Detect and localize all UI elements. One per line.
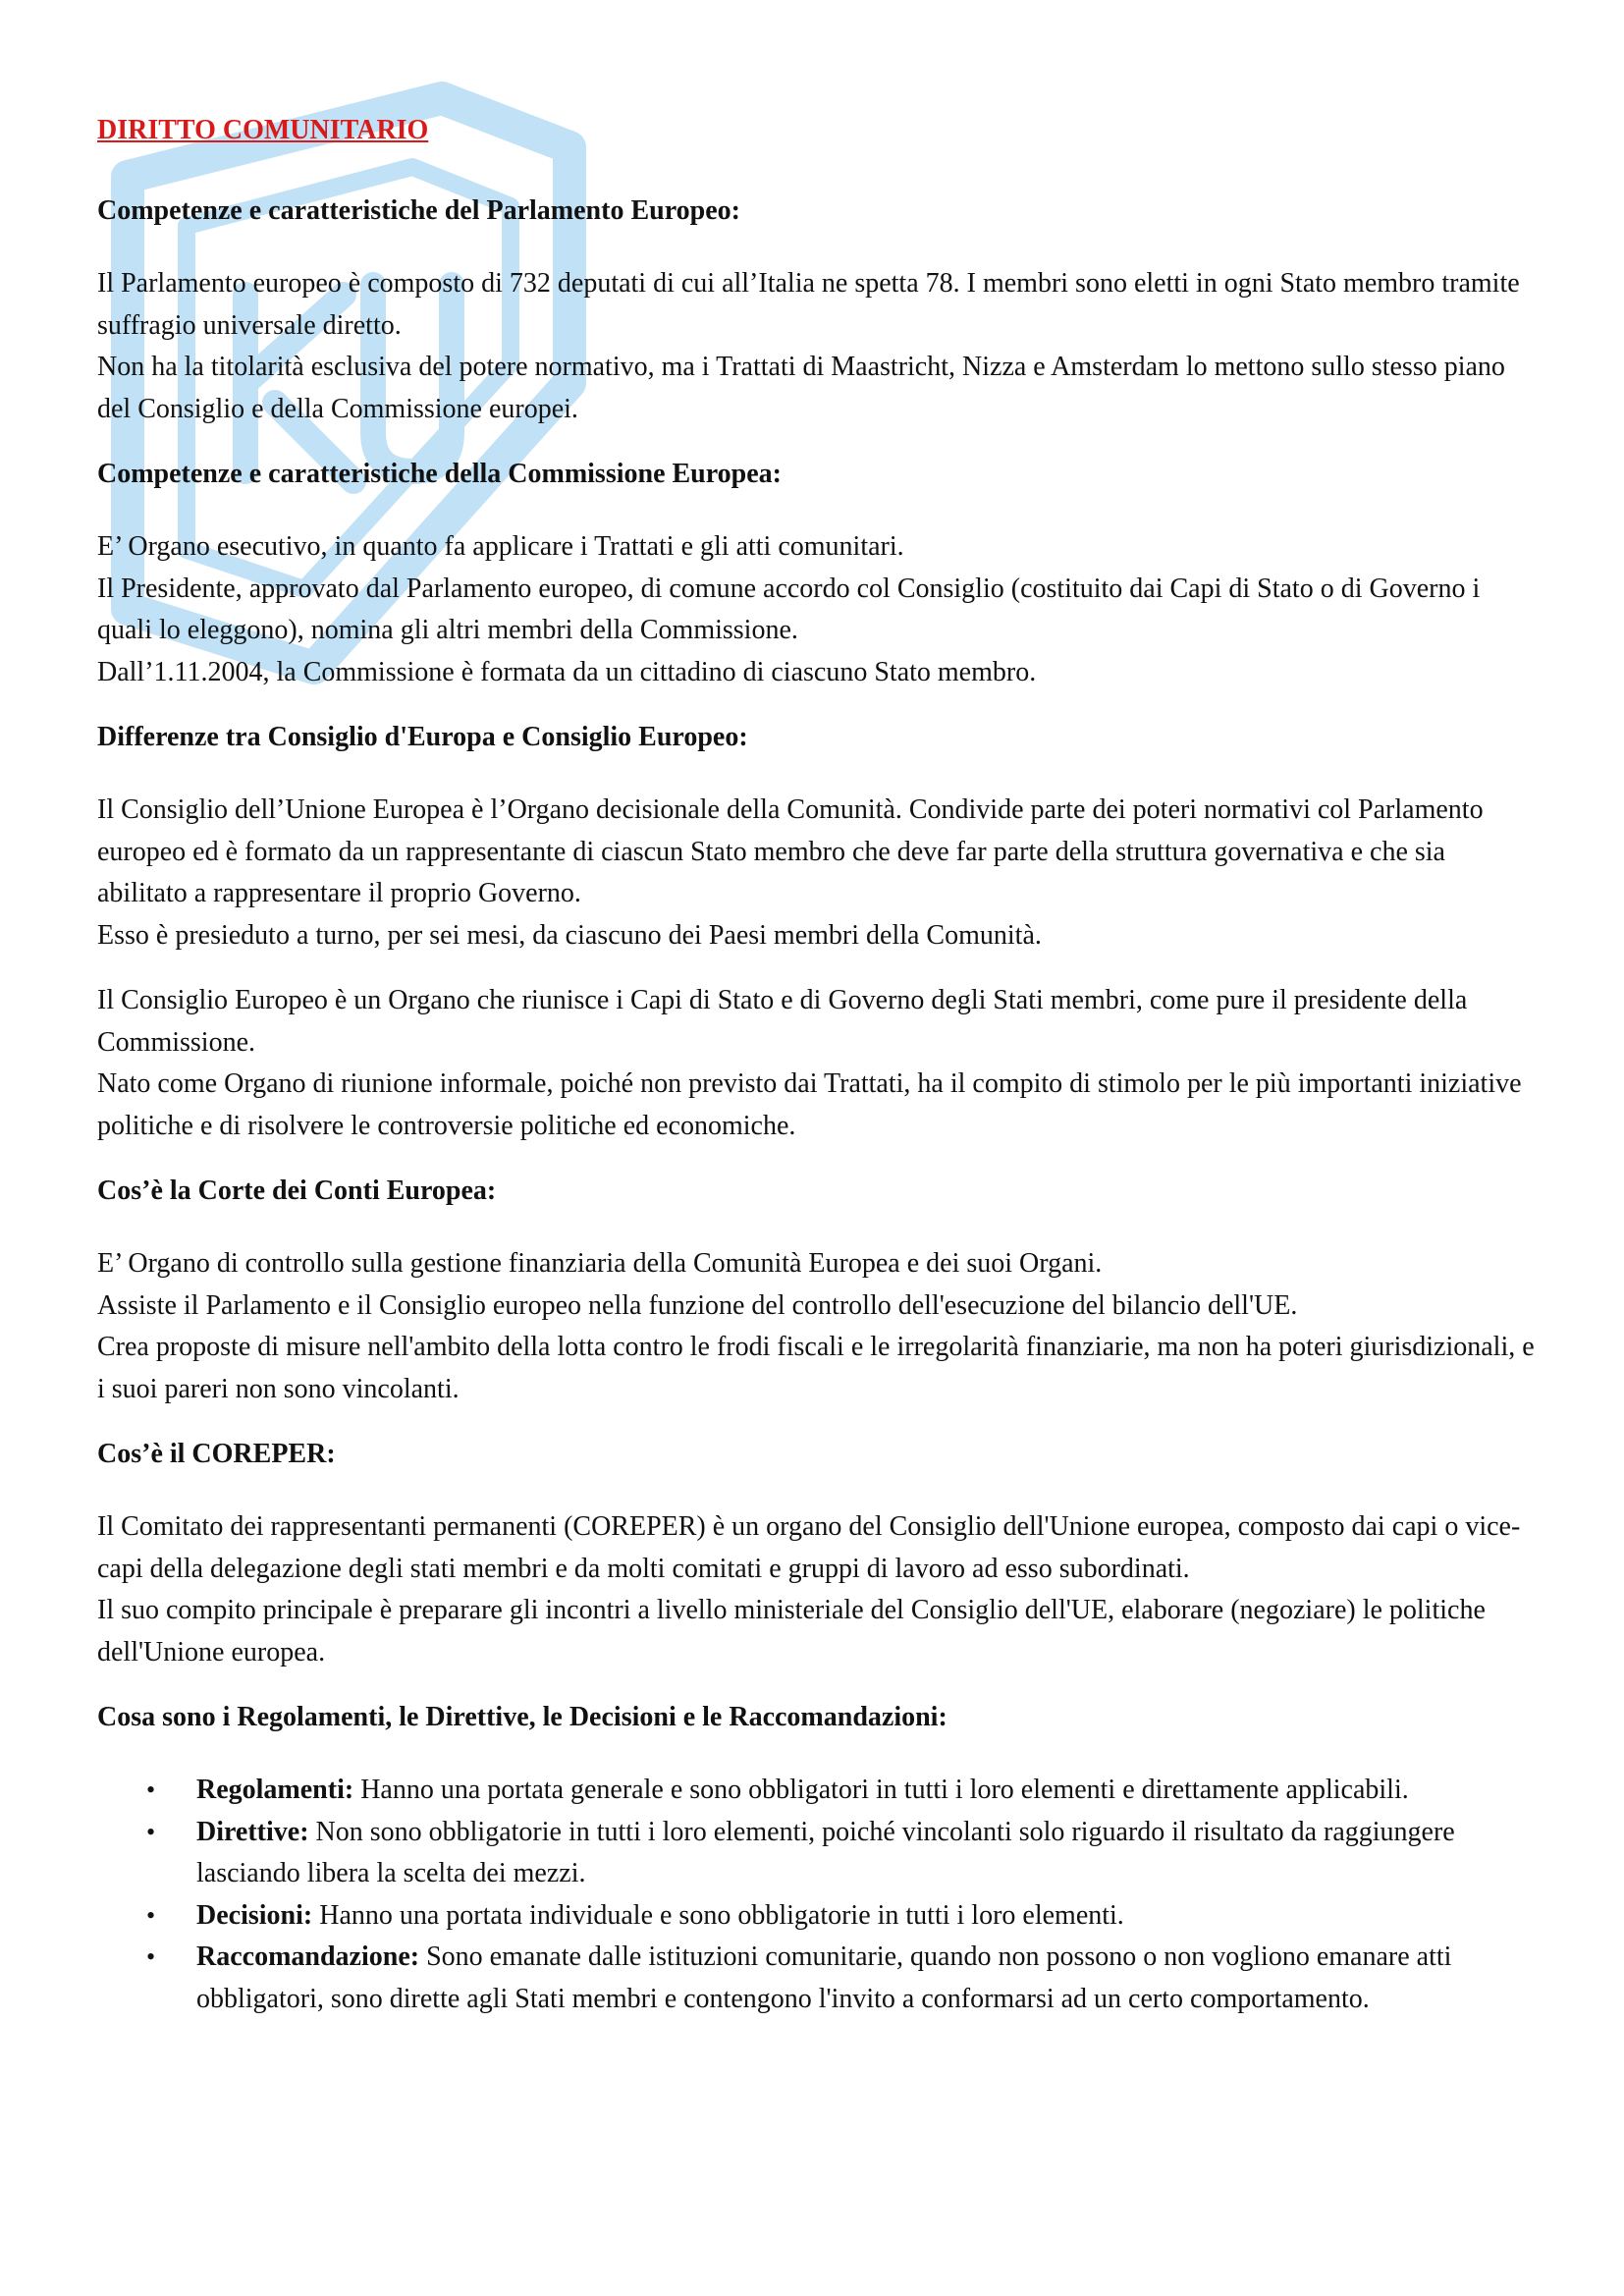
paragraph-sentence: Esso è presieduto a turno, per sei mesi, da ciascuno dei Paesi membri della Comunità. [97, 919, 1042, 951]
section-heading: Competenze e caratteristiche del Parlamento Europeo: [97, 195, 740, 226]
document-body [97, 191, 1541, 2020]
paragraph [97, 1506, 1541, 1673]
document-section [97, 717, 1541, 1147]
section-heading: Differenze tra Consiglio d'Europa e Consiglio Europeo: [97, 722, 748, 752]
paragraph-sentence: Assiste il Parlamento e il Consiglio europeo nella funzione del controllo dell'esecuzione del bilancio dell'UE. [97, 1289, 1298, 1321]
paragraph-sentence: Il Consiglio dell’Unione Europea è l’Organo decisionale della Comunità. Condivide parte dei poteri normativi col Parlamento europeo ed è formato da un rappresentante di ciascun Stato membro che deve far parte della struttura governativa e che sia abilitato a rappresentare il proprio Governo. [97, 794, 1484, 908]
bullet-icon: • [146, 1776, 156, 1804]
document-page [97, 110, 1541, 2044]
document-section [97, 1434, 1541, 1673]
document-section [97, 1697, 1541, 2020]
list-item-term: Decisioni: [196, 1899, 313, 1931]
list-item [97, 1812, 1541, 1895]
list-item [97, 1895, 1541, 1938]
section-heading: Cosa sono i Regolamenti, le Direttive, le Decisioni e le Raccomandazioni: [97, 1702, 947, 1732]
paragraph-sentence: Crea proposte di misure nell'ambito della lotta contro le frodi fiscali e le irregolarità finanziarie, ma non ha poteri giurisdizionali, e i suoi pareri non sono vincolanti. [97, 1332, 1535, 1404]
paragraph-sentence: Il Presidente, approvato dal Parlamento europeo, di comune accordo col Consiglio (costituito dai Capi di Stato o di Governo i quali lo eleggono), nomina gli altri membri della Commissione. [97, 573, 1481, 645]
paragraph-sentence: Il suo compito principale è preparare gli incontri a livello ministeriale del Consiglio dell'UE, elaborare (negoziare) le politiche dell'Unione europea. [97, 1595, 1486, 1667]
list-item-term: Regolamenti: [196, 1775, 354, 1805]
paragraph-sentence: Non ha la titolarità esclusiva del potere normativo, ma i Trattati di Maastricht, Nizza e Amsterdam lo mettono sullo stesso piano del Consiglio e della Commissione europei. [97, 352, 1505, 424]
list-item [97, 1937, 1541, 2020]
document-section [97, 454, 1541, 693]
document-section [97, 1171, 1541, 1410]
definitions-list [97, 1770, 1541, 2020]
paragraph-sentence: Il Comitato dei rappresentanti permanenti (COREPER) è un organo del Consiglio dell'Unione europea, composto dai capi o vice-capi della delegazione degli stati membri e da molti comitati e gruppi di lavoro ad esso subordinati. [97, 1511, 1521, 1584]
paragraph [97, 1243, 1541, 1410]
paragraph [97, 980, 1541, 1147]
list-item-text: Non sono obbligatorie in tutti i loro elementi, poiché vincolanti solo riguardo il risultato da raggiungere lasciando libera la scelta dei mezzi. [196, 1816, 1455, 1888]
bullet-icon: • [146, 1942, 156, 1971]
list-item-text: Hanno una portata individuale e sono obbligatorie in tutti i loro elementi. [312, 1899, 1124, 1931]
bullet-icon: • [146, 1817, 156, 1846]
paragraph-sentence: E’ Organo esecutivo, in quanto fa applicare i Trattati e gli atti comunitari. [97, 531, 904, 562]
paragraph-sentence: Il Consiglio Europeo è un Organo che riunisce i Capi di Stato e di Governo degli Stati membri, come pure il presidente della Commissione. [97, 985, 1468, 1058]
list-item [97, 1770, 1541, 1812]
list-item-text: Hanno una portata generale e sono obbligatori in tutti i loro elementi e direttamente applicabili. [353, 1775, 1409, 1805]
paragraph-sentence: Nato come Organo di riunione informale, poiché non previsto dai Trattati, ha il compito di stimolo per le più importanti iniziative politiche e di risolvere le controversie politiche ed economiche. [97, 1068, 1522, 1141]
list-item-text: Sono emanate dalle istituzioni comunitarie, quando non possono o non vogliono emanare atti obbligatori, sono dirette agli Stati membri e contengono l'invito a conformarsi ad un certo comportamento. [196, 1941, 1452, 2014]
paragraph [97, 790, 1541, 957]
paragraph-sentence: Il Parlamento europeo è composto di 732 deputati di cui all’Italia ne spetta 78. I membri sono eletti in ogni Stato membro tramite suffragio universale diretto. [97, 268, 1520, 341]
list-item-term: Direttive: [196, 1816, 309, 1847]
paragraph-sentence: Dall’1.11.2004, la Commissione è formata da un cittadino di ciascuno Stato membro. [97, 656, 1037, 687]
paragraph-sentence: E’ Organo di controllo sulla gestione finanziaria della Comunità Europea e dei suoi Organi. [97, 1248, 1103, 1279]
section-heading: Cos’è la Corte dei Conti Europea: [97, 1175, 497, 1206]
section-heading: Competenze e caratteristiche della Commissione Europea: [97, 459, 782, 489]
paragraph [97, 526, 1541, 693]
list-item-term: Raccomandazione: [196, 1941, 420, 1972]
bullet-icon: • [146, 1900, 156, 1930]
document-section [97, 191, 1541, 430]
document-title: DIRITTO COMUNITARIO [97, 115, 429, 145]
paragraph [97, 263, 1541, 430]
section-heading: Cos’è il COREPER: [97, 1439, 336, 1469]
